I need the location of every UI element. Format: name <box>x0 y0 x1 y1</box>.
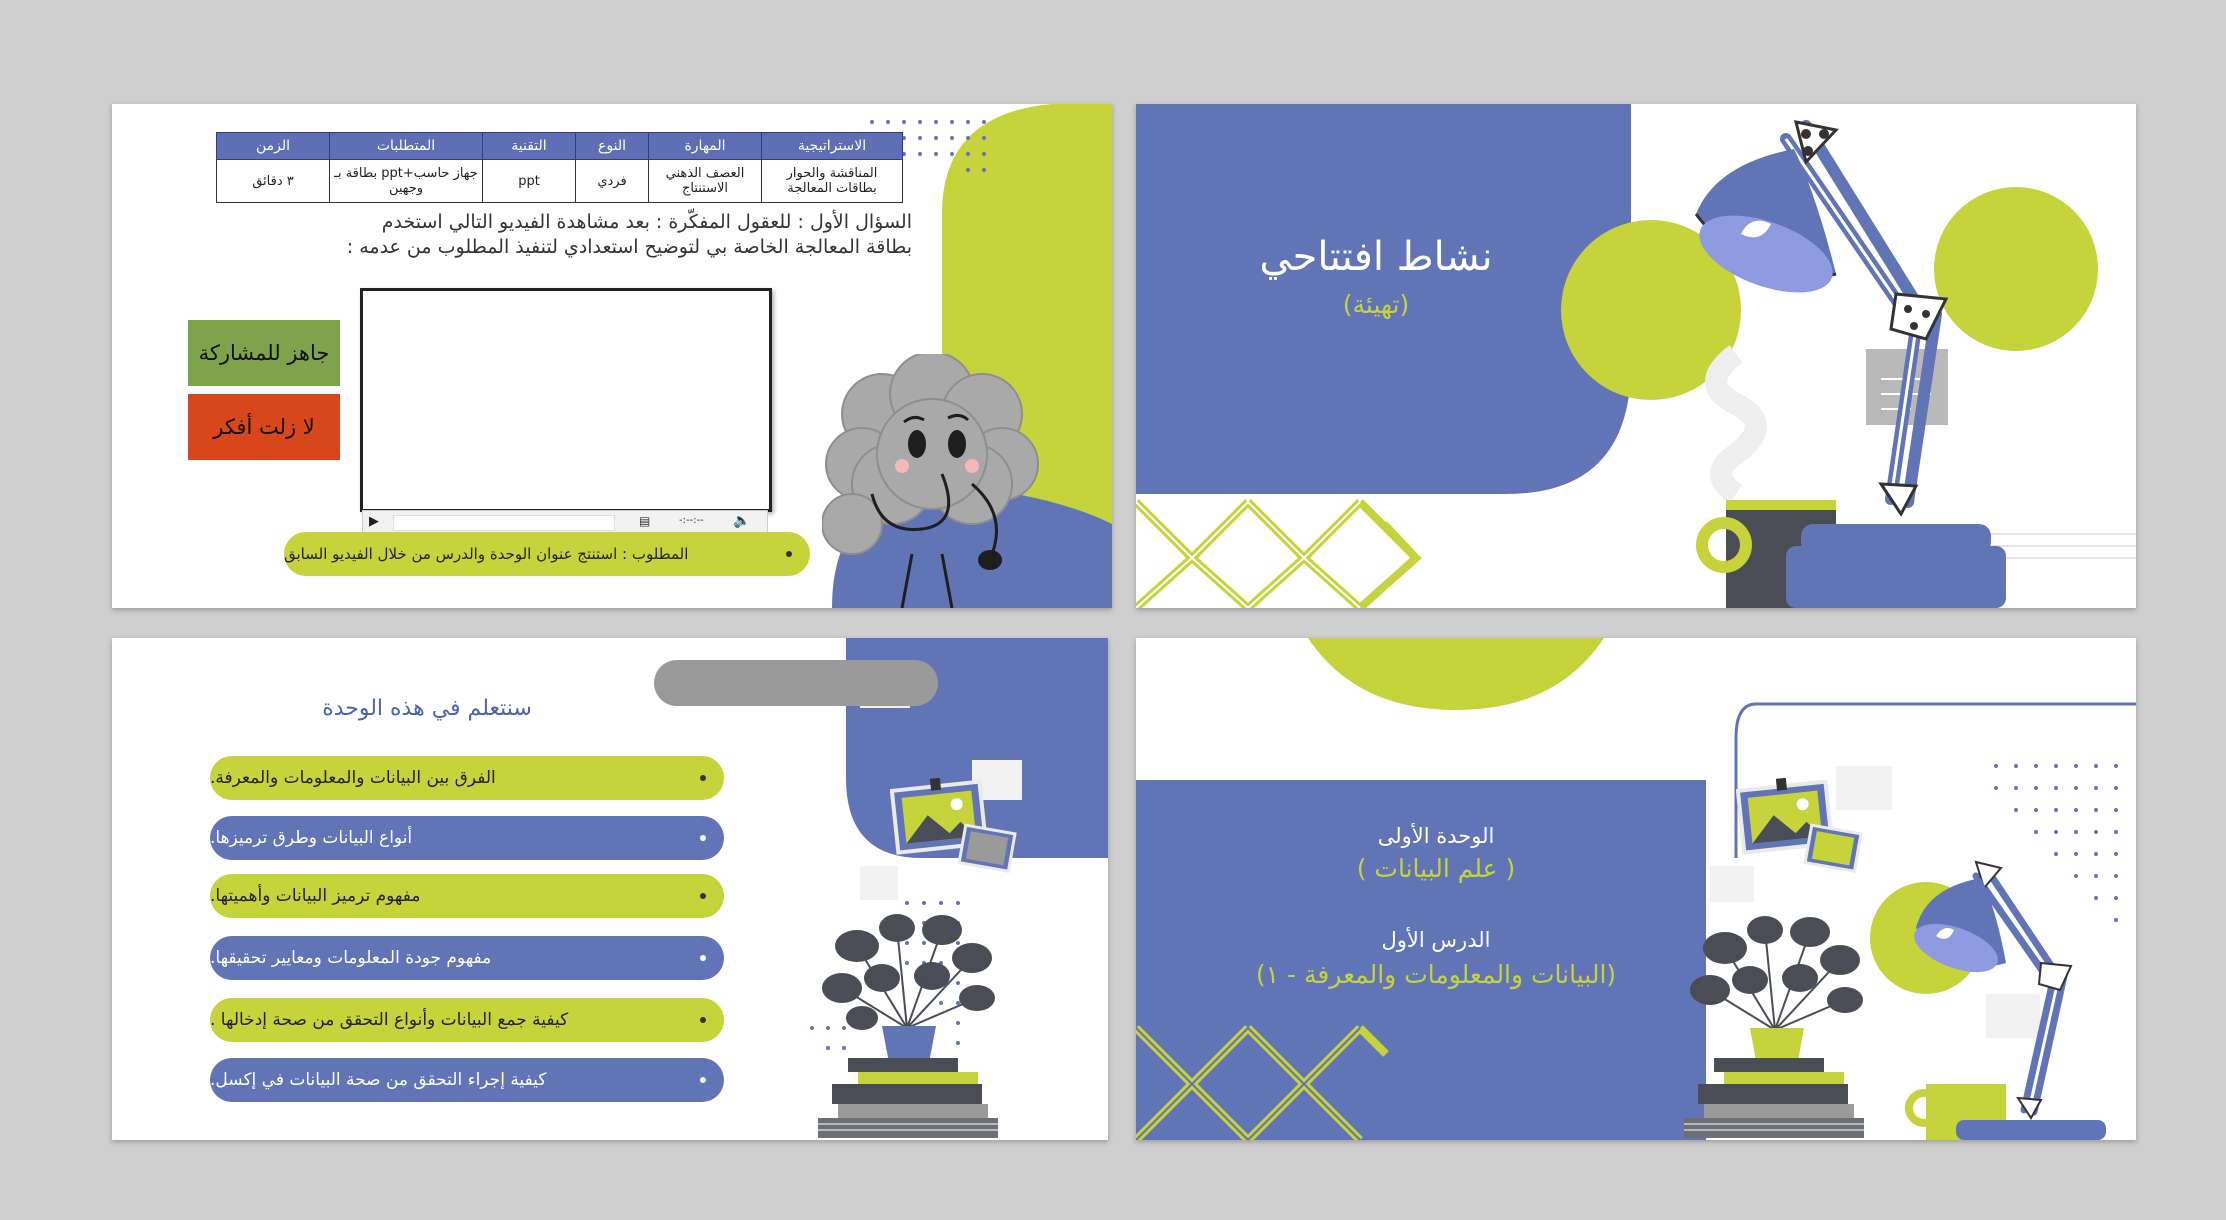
slide-unit-objectives[interactable] <box>112 638 1108 1140</box>
table-cell: ٣ دقائق <box>217 160 330 203</box>
question-line: بطاقة المعالجة الخاصة بي لتوضيح استعدادي لتنفيذ المطلوب من عدمه : <box>346 236 912 258</box>
bullet-dot <box>786 551 792 557</box>
bullet-dot <box>700 835 706 841</box>
ready-card-button[interactable]: جاهز للمشاركة <box>188 320 340 386</box>
volume-icon[interactable]: 🔈 <box>733 513 751 529</box>
objective-item <box>210 816 724 860</box>
objective-text: أنواع البيانات وطرق ترميزها. <box>210 828 413 848</box>
table-cell: جهاز حاسب+ppt بطاقة بـ وجهين <box>330 160 483 203</box>
slide-unit-title[interactable] <box>1136 638 2136 1140</box>
table-cell: العصف الذهني الاستنتاج <box>649 160 762 203</box>
objective-text: كيفية إجراء التحقق من صحة البيانات في إكسل. <box>210 1070 547 1090</box>
bullet-dot <box>700 893 706 899</box>
unit-title: ( علم البيانات ) <box>1356 854 1516 883</box>
objective-text: كيفية جمع البيانات وأنواع التحقق من صحة إدخالها . <box>210 1010 569 1030</box>
video-frame[interactable] <box>360 288 772 512</box>
objective-text: مفهوم ترميز البيانات وأهميتها. <box>210 886 421 906</box>
objective-item <box>210 998 724 1042</box>
objective-item <box>210 1058 724 1102</box>
slide-opening-activity[interactable] <box>1136 104 2136 608</box>
lesson-label: الدرس الأول <box>1381 928 1491 952</box>
table-row <box>217 160 903 203</box>
still-thinking-card-button[interactable]: لا زلت أفكر <box>188 394 340 460</box>
objective-item <box>210 936 724 980</box>
lesson-plan-table <box>216 132 903 203</box>
table-header: المهارة <box>649 133 762 160</box>
video-seek-bar[interactable] <box>393 515 615 531</box>
table-header: المتطلبات <box>330 133 483 160</box>
requirement-text: المطلوب : استنتج عنوان الوحدة والدرس من خلال الفيديو السابق <box>284 545 689 563</box>
objective-item <box>210 874 724 918</box>
requirement-pill <box>284 532 810 576</box>
lamp-icon <box>1836 848 2136 1140</box>
lesson-plan-table-wrap <box>216 132 903 203</box>
objective-text: الفرق بين البيانات والمعلومات والمعرفة. <box>210 768 496 788</box>
subtitles-icon[interactable]: ▤ <box>639 514 651 528</box>
table-header: التقنية <box>483 133 576 160</box>
slide-activity-question[interactable] <box>112 104 1112 608</box>
video-time-readout: -:--:-- <box>679 515 704 526</box>
table-header-row <box>217 133 903 160</box>
bullet-dot <box>700 1077 706 1083</box>
objective-text: مفهوم جودة المعلومات ومعايير تحقيقها. <box>210 948 492 968</box>
table-header: الاستراتيجية <box>762 133 903 160</box>
books-icon <box>818 1058 1018 1140</box>
table-cell: المناقشة والحوار بطاقات المعالجة <box>762 160 903 203</box>
table-header: النوع <box>576 133 649 160</box>
question-line: السؤال الأول : للعقول المفكّرة : بعد مشاهدة الفيديو التالي استخدم <box>381 211 912 233</box>
objective-item <box>210 756 724 800</box>
brain-character-icon <box>822 354 1052 608</box>
picture-frame-icon <box>890 778 1020 878</box>
bullet-dot <box>700 955 706 961</box>
play-icon[interactable]: ▶ <box>369 514 379 529</box>
bullet-dot <box>700 775 706 781</box>
question-text <box>212 210 912 260</box>
lamp-icon <box>1656 104 2136 608</box>
lesson-title: (البيانات والمعلومات والمعرفة - ١) <box>1255 960 1617 989</box>
bullet-dot <box>700 1017 706 1023</box>
objectives-heading: سنتعلم في هذه الوحدة <box>322 696 532 721</box>
table-header: الزمن <box>217 133 330 160</box>
table-cell: ppt <box>483 160 576 203</box>
table-cell: فردي <box>576 160 649 203</box>
unit-label: الوحدة الأولى <box>1377 824 1495 848</box>
slide-title: نشاط افتتاحي <box>1259 234 1493 280</box>
slide-subtitle: (تهيئة) <box>1342 290 1410 319</box>
gray-banner-shape <box>654 660 938 706</box>
